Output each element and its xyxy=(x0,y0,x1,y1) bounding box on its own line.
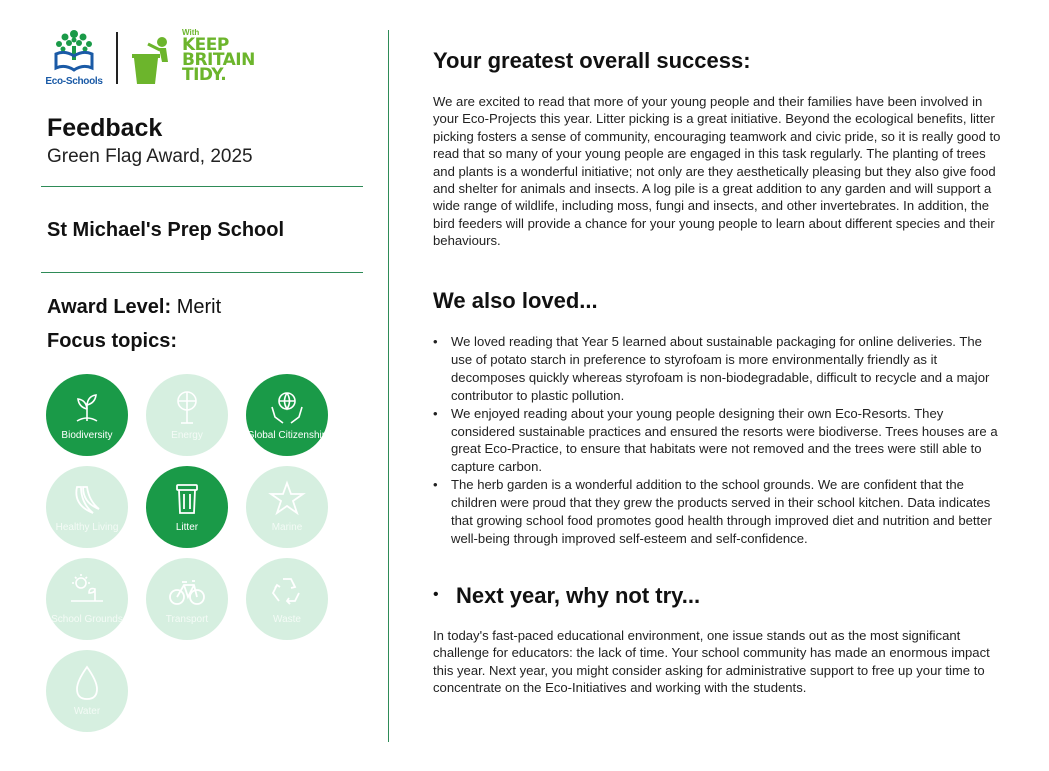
topic-global-citizenship xyxy=(246,374,328,456)
topic-healthy-living xyxy=(46,466,128,548)
logo-divider xyxy=(116,32,118,84)
award-subtitle: Green Flag Award, 2025 xyxy=(47,146,253,167)
award-level-value: Merit xyxy=(176,296,222,318)
list-item: • We enjoyed reading about your young people designing their own Eco-Resorts. They considered sustainable practices and ensured the resorts were biodiverse. Trees houses are a great Eco-Practice, to ensure that habitats were not removed and the trees were still able to capture carbon. xyxy=(433,405,1003,477)
school-name: St Michael's Prep School xyxy=(47,219,285,241)
greatest-success-text: We are excited to read that more of your young people and their families have been involved in your Eco-Projects this year. Litter picking is a great initiative. Beyond the ecological benefits, litter picking fosters a sense of community, encouraging teamwork and civic pride, so it is really good to read that so many of your young people are engaged in this task regularly. The planting of trees and plants is a wonderful initiative; not only are they aesthetically pleasing but they also give food and shelter for animals and insects. A log pile is a great addition to any garden and will support a wide range of wildlife, including moss, fungi and insects, and other invertebrates. In addition, the bird feeders will provide a chance for your young people to learn about different species and their behaviours. xyxy=(433,94,1001,249)
topic-litter xyxy=(146,466,228,548)
topic-label: School Grounds xyxy=(51,614,123,625)
kbt-with-text: With xyxy=(182,28,200,37)
logo-bar xyxy=(44,26,324,90)
next-year-text: In today's fast-paced educational environment, one issue stands out as the most significant challenge for educators: the lack of time. Your school community has made an enormous impact this year. Next year, you might consider asking for administrative support to free up your time to concentrate on the Eco-Initiatives and working with the students. xyxy=(433,628,990,696)
globe-hands-icon xyxy=(267,387,307,427)
greatest-success-heading: Your greatest overall success: xyxy=(433,48,751,73)
next-year-bullet: • xyxy=(433,586,439,603)
eco-schools-logo xyxy=(44,26,104,88)
topic-label: Waste xyxy=(273,614,301,625)
topic-label: Healthy Living xyxy=(55,522,119,533)
sprout-icon xyxy=(67,387,107,427)
next-year-heading: Next year, why not try... xyxy=(456,583,701,608)
topic-waste xyxy=(246,558,328,640)
topic-label: Marine xyxy=(271,522,303,533)
kbt-line-2: BRITAIN xyxy=(182,50,255,70)
topic-label: Biodiversity xyxy=(61,430,113,441)
also-loved-list xyxy=(433,333,1003,548)
page-title: Feedback xyxy=(47,114,163,142)
list-item: • We loved reading that Year 5 learned about sustainable packaging for online deliveries. The use of potato starch in preference to styrofoam is more environmentally friendly as it decomposes quickly whereas styrofoam is non-biodegradable, difficult to recycle and a major contributor to plastic pollution. xyxy=(433,333,1003,405)
topic-label: Global Citizenship xyxy=(246,430,328,441)
list-item: • The herb garden is a wonderful addition to the school grounds. We are confident that the children were proud that they grew the products served in their school kitchen. Data indicates that growing school food promotes good health through improved diet and nutrition and better well-being through improved self-esteem and self-confidence. xyxy=(433,476,1003,548)
focus-topics-title: Focus topics: xyxy=(47,330,178,352)
kbt-line-3: TIDY. xyxy=(182,65,227,85)
topic-transport xyxy=(146,558,228,640)
sun-plant-icon xyxy=(67,571,107,611)
energy-icon xyxy=(167,387,207,427)
banana-icon xyxy=(67,479,107,519)
topic-label: Water xyxy=(73,706,101,717)
kbt-line-1: KEEP xyxy=(182,35,229,55)
topic-school-grounds xyxy=(46,558,128,640)
topic-marine xyxy=(246,466,328,548)
topic-energy xyxy=(146,374,228,456)
award-level-label: Award Level: xyxy=(47,296,172,318)
keep-britain-tidy-logo xyxy=(132,28,272,88)
divider-bottom xyxy=(41,272,363,273)
bicycle-icon xyxy=(167,571,207,611)
water-drop-icon xyxy=(67,663,107,703)
bin-icon xyxy=(167,479,207,519)
column-divider xyxy=(388,30,389,742)
eco-schools-wordmark: Eco-Schools xyxy=(45,76,103,87)
tidyman-icon xyxy=(132,36,178,86)
recycle-icon xyxy=(267,571,307,611)
starfish-icon xyxy=(267,479,307,519)
eco-schools-tree-icon xyxy=(50,26,98,74)
also-loved-heading: We also loved... xyxy=(433,288,598,313)
topic-water xyxy=(46,650,128,732)
topic-label: Litter xyxy=(175,522,199,533)
divider-top xyxy=(41,186,363,187)
award-level xyxy=(47,296,221,319)
topic-biodiversity xyxy=(46,374,128,456)
topic-label: Energy xyxy=(171,430,203,441)
topic-label: Transport xyxy=(165,614,209,625)
